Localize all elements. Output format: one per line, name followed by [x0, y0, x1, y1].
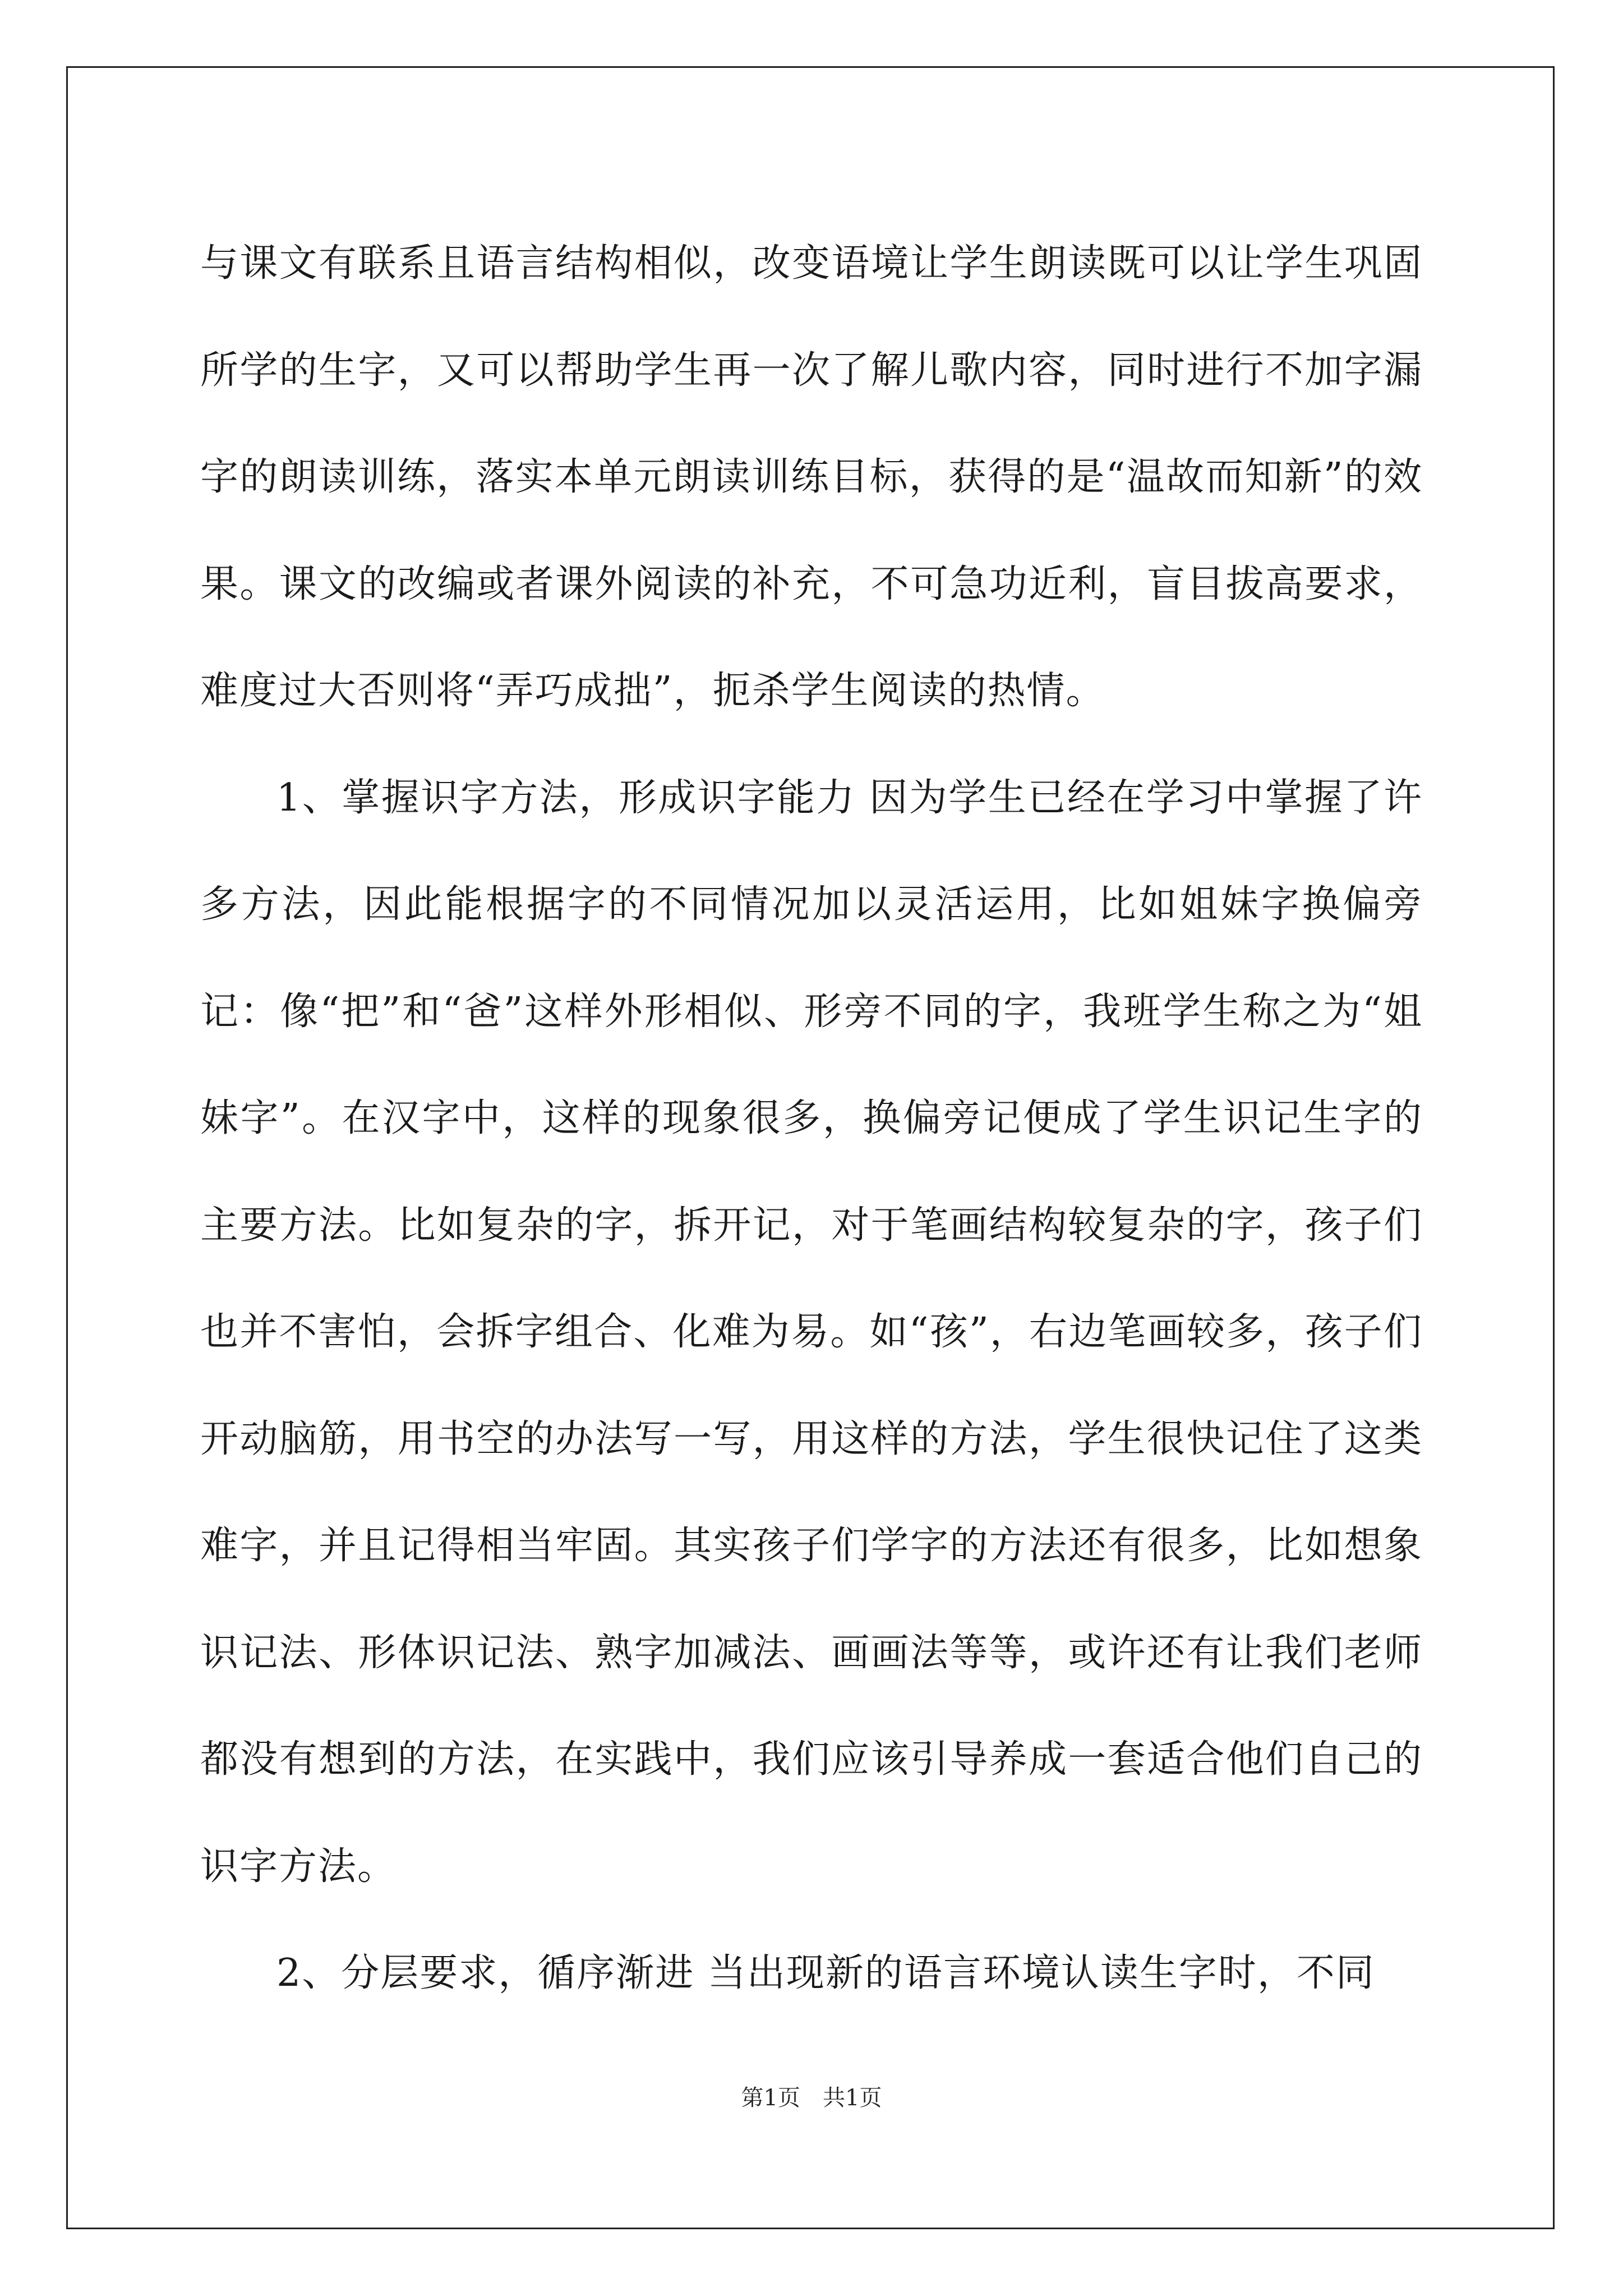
- page-footer: [0, 2081, 1623, 2115]
- paragraph-3: 2、分层要求，循序渐进 当出现新的语言环境认读生字时，不同: [276, 1951, 1375, 1995]
- paragraph-2: 1、掌握识字方法，形成识字能力 因为学生已经在学习中掌握了许多方法，因此能根据字的不同情况加以灵活运用，比如姐妹字换偏旁记：像“把”和“爸”这样外形相似、形旁不同的字，我班学生称之为“姐妹字”。在汉字中，这样的现象很多，换偏旁记便成了学生识记生字的主要方法。比如复杂的字，拆开记，对于笔画结构较复杂的字，孩子们也并不害怕，会拆字组合、化难为易。如“孩”，右边笔画较多，孩子们开动脑筋，用书空的办法写一写，用这样的方法，学生很快记住了这类难字，并且记得相当牢固。其实孩子们学字的方法还有很多，比如想象识记法、形体识记法、熟字加减法、画画法等等，或许还有让我们老师都没有想到的方法，在实践中，我们应该引导养成一套适合他们自己的识字方法。: [200, 775, 1423, 1889]
- document-body: [200, 210, 1423, 2027]
- page-number: 第1页 共1页: [741, 2085, 882, 2111]
- paragraph-1: 与课文有联系且语言结构相似，改变语境让学生朗读既可以让学生巩固所学的生字，又可以帮助学生再一次了解儿歌内容，同时进行不加字漏字的朗读训练，落实本单元朗读训练目标，获得的是“温故而知新”的效果。课文的改编或者课外阅读的补充，不可急功近利，盲目拔高要求，难度过大否则将“弄巧成拙”，扼杀学生阅读的热情。: [200, 241, 1423, 713]
